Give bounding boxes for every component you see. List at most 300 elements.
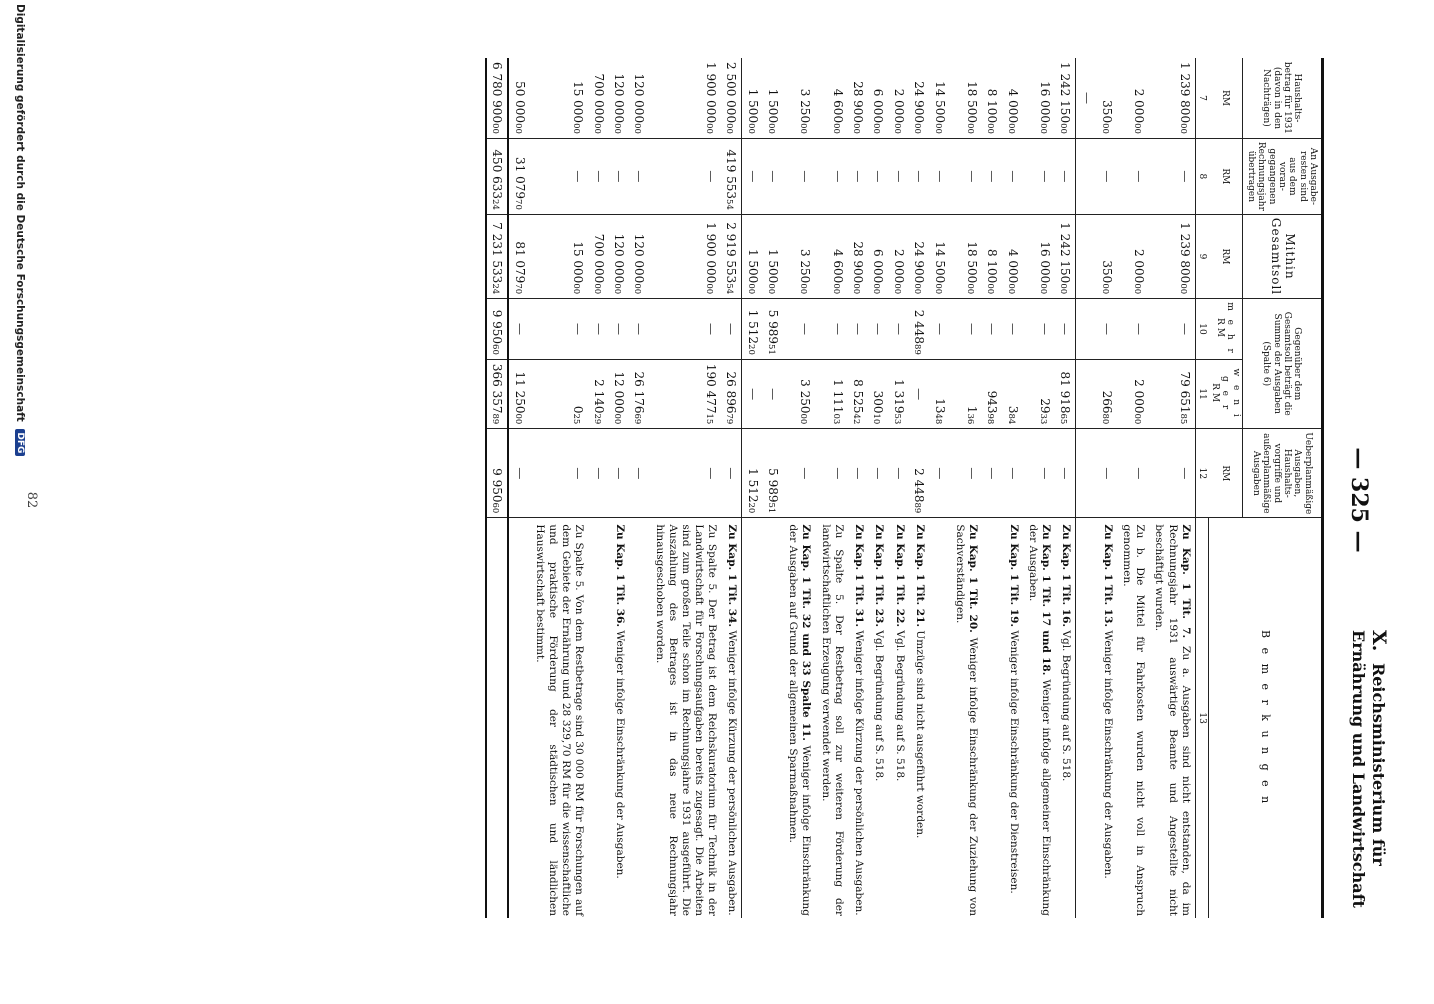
unit-col-7: RM	[1209, 58, 1243, 138]
remark-cell	[629, 518, 649, 918]
remark-text: Weniger infolge Einschränkung der Ausgaben.	[1102, 630, 1115, 879]
amount-cents: 00	[1058, 283, 1069, 295]
dash-mark: —	[1037, 467, 1052, 480]
dash-mark: —	[851, 170, 866, 183]
amount: 3 250	[798, 379, 813, 414]
table-row	[815, 58, 847, 918]
cell-c9	[888, 214, 908, 298]
cell-c9	[868, 214, 888, 298]
table-row	[1076, 58, 1097, 918]
remark-cell	[783, 518, 815, 918]
amount-cents: 20	[745, 344, 756, 355]
amount-cents: 00	[871, 123, 882, 134]
remark-cell	[1002, 518, 1022, 918]
remark-text: Zu Spalte 5. Der Betrag ist dem Reichskuratorium für Technik in der Landwirtschaft für Forschungsaufgaben bereits zugesagt. Die Arbeiten sind zum großen Teile schon im Rechnungsjahre 1931 ausgeführt. Die Auszahlung des Betrages ist in das neue Rechnungsjahr hinausgeschoben worden.	[653, 524, 719, 916]
chapter-roman: X.	[1368, 630, 1390, 652]
remark-lead: Zu Kap. 1 Tit. 22.	[893, 524, 906, 628]
amount: 6 780 900	[490, 62, 505, 124]
cell-c11	[1023, 359, 1055, 428]
table-row	[1117, 58, 1149, 918]
amount: 6 000	[871, 248, 886, 284]
cell-c10	[848, 299, 868, 360]
amount-cents: 00	[745, 123, 756, 134]
amount-cents: 00	[591, 283, 602, 295]
dash-mark: —	[798, 170, 813, 183]
dash-mark: —	[912, 388, 927, 401]
remark-lead: Zu Kap. 1 Tit. 16.	[1060, 524, 1073, 628]
dash-mark: —	[891, 323, 906, 335]
table-row	[950, 58, 982, 918]
remark-text: Weniger infolge Einschränkung der Dienstreisen.	[1007, 630, 1020, 894]
cell-c10	[649, 299, 721, 360]
cell-c7	[508, 58, 529, 138]
cell-c9	[1117, 214, 1149, 298]
dash-mark: —	[985, 323, 1000, 335]
chapter-name: Reichsministerium für Ernährung und Landwirtschaft	[1349, 630, 1388, 908]
cell-c8	[588, 138, 608, 214]
remark-text: Weniger infolge allgemeiner Einschränkung der Ausgaben.	[1026, 524, 1052, 917]
amount-cents: 00	[891, 283, 902, 295]
cell-c11	[1076, 359, 1097, 428]
cell-c7	[1023, 58, 1055, 138]
amount-cents: 00	[571, 283, 582, 295]
dash-mark: —	[766, 388, 781, 401]
cell-c10	[508, 299, 529, 360]
cell-c11	[848, 359, 868, 428]
cell-c12	[909, 429, 929, 518]
cell-c8	[609, 138, 629, 214]
table-row	[763, 58, 783, 918]
amount-cents: 48	[932, 413, 943, 425]
dash-mark: —	[766, 170, 781, 183]
amount: 24 900	[912, 241, 927, 284]
amount: 120 000	[612, 233, 626, 284]
cell-c8	[1002, 138, 1022, 214]
table-row	[609, 58, 629, 918]
total-c12	[486, 429, 508, 518]
amount: 1 239 800	[1177, 62, 1192, 124]
dash-mark: —	[632, 323, 647, 335]
amount-cents: 00	[704, 283, 715, 295]
cell-c10	[742, 299, 763, 360]
remark-text: Umzüge sind nicht ausgeführt worden.	[914, 630, 927, 839]
table-row	[530, 58, 589, 918]
table-row	[909, 58, 929, 918]
cell-c8	[868, 138, 888, 214]
header-col-7: Haushalts- betrag für 1931 (davon in den Nachträgen)	[1242, 58, 1322, 138]
amount-cents: 00	[1100, 123, 1111, 134]
cell-c11	[888, 359, 908, 428]
amount: 2 000	[1132, 379, 1147, 414]
remark-cell	[929, 518, 949, 918]
header-col-11	[1209, 359, 1243, 428]
amount-cents: 00	[1177, 123, 1188, 134]
cell-c8	[929, 138, 949, 214]
amount: 450 633	[490, 149, 505, 200]
amount-cents: 24	[490, 199, 501, 210]
amount: 1 111	[830, 379, 845, 414]
cell-c7	[1097, 58, 1117, 138]
amount-cents: 24	[490, 283, 501, 295]
dash-mark: —	[612, 323, 626, 335]
colnum-8: 8	[1195, 138, 1208, 214]
dash-mark: —	[830, 467, 845, 480]
dash-mark: —	[1058, 323, 1073, 335]
amount: 2 919 553	[724, 222, 739, 284]
amount-cents: 85	[1177, 413, 1188, 425]
cell-c9	[1023, 214, 1055, 298]
cell-c12	[1023, 429, 1055, 518]
cell-c10	[1002, 299, 1022, 360]
dash-mark: —	[632, 467, 647, 480]
amount-cents: 00	[724, 123, 735, 134]
amount: 14 500	[932, 241, 947, 284]
amount: 1 512	[745, 309, 760, 345]
amount-cents: 00	[1037, 283, 1048, 295]
dash-mark: —	[798, 467, 813, 480]
unit-col-12: RM	[1209, 429, 1243, 518]
cell-c11	[815, 359, 847, 428]
dash-mark: —	[591, 467, 606, 480]
table-row	[588, 58, 608, 918]
cell-c7	[909, 58, 929, 138]
table-row	[721, 58, 742, 918]
cell-c12	[848, 429, 868, 518]
amount: 14 500	[932, 81, 947, 124]
remark-cell	[763, 518, 783, 918]
amount-cents: 42	[851, 413, 862, 425]
table-row	[783, 58, 815, 918]
cell-c8	[909, 138, 929, 214]
cell-c9	[909, 214, 929, 298]
amount: 2 448	[912, 309, 927, 345]
cell-c11	[950, 359, 982, 428]
amount: 4 600	[830, 248, 845, 284]
total-c11	[486, 359, 508, 428]
cell-c11	[1149, 359, 1195, 428]
chapter-title	[1349, 630, 1389, 960]
cell-c12	[982, 429, 1002, 518]
remark-cell	[1023, 518, 1055, 918]
cell-c11	[649, 359, 721, 428]
amount: 2 000	[1132, 248, 1147, 284]
remark-cell	[530, 518, 589, 918]
total-row	[486, 58, 508, 918]
dash-mark: —	[830, 323, 845, 335]
remark-text: Zu a. Ausgaben sind nicht entstanden, da im Rechnungsjahr 1931 auswärtige Beamte und Angestellte nicht beschäftigt wurden.	[1153, 524, 1192, 916]
cell-c11	[1117, 359, 1149, 428]
dash-mark: —	[1058, 467, 1073, 480]
amount-cents: 00	[490, 123, 501, 134]
cell-c10	[929, 299, 949, 360]
amount-cents: 84	[1005, 413, 1016, 425]
cell-c9	[815, 214, 847, 298]
table-row	[1023, 58, 1055, 918]
cell-c11	[530, 359, 589, 428]
colnum-9: 9	[1195, 214, 1208, 298]
cell-c9	[530, 214, 589, 298]
amount: 24 900	[912, 81, 927, 124]
cell-c11	[783, 359, 815, 428]
cell-c10	[1149, 299, 1195, 360]
amount: 5 989	[766, 309, 781, 345]
cell-c12	[721, 429, 742, 518]
amount: 120 000	[632, 233, 647, 284]
remark-cell	[950, 518, 982, 918]
dash-mark: —	[1132, 323, 1147, 335]
amount: 8 100	[985, 88, 1000, 124]
amount: 26 896	[724, 371, 739, 414]
dash-mark: —	[798, 323, 813, 335]
amount-cents: 00	[591, 123, 602, 134]
header-col-8: An Ausgabe- resten sind aus dem voran- gegangenen Rechnungsjahr übertragen	[1242, 138, 1322, 214]
dash-mark: —	[1100, 323, 1115, 335]
amount-cents: 00	[851, 283, 862, 295]
cell-c12	[508, 429, 529, 518]
dash-mark: —	[591, 170, 606, 183]
dash-mark: —	[1037, 323, 1052, 335]
amount-cents: 00	[1132, 123, 1143, 134]
amount: 3 250	[798, 88, 813, 124]
dash-mark: —	[1132, 170, 1147, 183]
dash-mark: —	[851, 467, 866, 480]
remark-lead: Zu Kap. 1 Tit. 20.	[966, 524, 979, 633]
remark-cell	[982, 518, 1002, 918]
cell-c10	[588, 299, 608, 360]
amount-cents: 89	[912, 344, 923, 355]
amount: 3	[1005, 405, 1020, 414]
cell-c7	[763, 58, 783, 138]
cell-c8	[815, 138, 847, 214]
dash-mark: —	[932, 467, 947, 480]
amount-cents: 00	[632, 123, 643, 134]
table-row	[742, 58, 763, 918]
dash-mark: —	[985, 467, 1000, 480]
amount: 1 242 150	[1058, 62, 1073, 124]
cell-c8	[1023, 138, 1055, 214]
amount-cents: 10	[871, 413, 882, 425]
cell-c10	[609, 299, 629, 360]
amount: 1 512	[745, 468, 760, 503]
amount: 0	[571, 405, 586, 414]
amount-cents: 79	[724, 413, 735, 425]
cell-c8	[742, 138, 763, 214]
header-col-13: B e m e r k u n g e n	[1209, 518, 1323, 918]
amount: 7 231 533	[490, 222, 505, 284]
remark-cell	[588, 518, 608, 918]
cell-c10	[1076, 299, 1097, 360]
amount-cents: 00	[612, 413, 622, 425]
cell-c7	[848, 58, 868, 138]
remark-cell	[815, 518, 847, 918]
cell-c12	[629, 429, 649, 518]
cell-c11	[609, 359, 629, 428]
cell-c12	[1076, 429, 1097, 518]
amount-cents: 00	[1132, 283, 1143, 295]
dash-mark: —	[964, 467, 979, 480]
remark-lead: Zu Kap. 1 Tit. 34.	[726, 524, 739, 628]
cell-c9	[929, 214, 949, 298]
amount: 29	[1037, 398, 1052, 414]
cell-c11	[868, 359, 888, 428]
cell-c8	[848, 138, 868, 214]
cell-c8	[950, 138, 982, 214]
amount: 190 477	[704, 363, 719, 414]
cell-c12	[929, 429, 949, 518]
remark-cell	[508, 518, 529, 918]
amount-cents: 00	[964, 123, 975, 134]
amount-cents: 98	[985, 413, 996, 425]
cell-c9	[649, 214, 721, 298]
amount: 28 900	[851, 81, 866, 124]
amount-cents: 00	[830, 123, 841, 134]
remark-cell	[848, 518, 868, 918]
remark-cell	[1055, 518, 1076, 918]
cell-c10	[783, 299, 815, 360]
amount-cents: 00	[745, 283, 756, 295]
cell-c12	[763, 429, 783, 518]
amount-cents: 65	[1058, 413, 1069, 425]
amount-cents: 00	[932, 283, 943, 295]
remark-cell	[909, 518, 929, 918]
cell-c10	[982, 299, 1002, 360]
dash-mark: —	[1037, 170, 1052, 183]
cell-c9	[982, 214, 1002, 298]
amount: 1 500	[745, 88, 760, 124]
amount-cents: 00	[871, 283, 882, 295]
amount: 1 900 000	[704, 62, 719, 124]
amount-cents: 00	[851, 123, 862, 134]
cell-c11	[742, 359, 763, 428]
cell-c12	[783, 429, 815, 518]
cell-c7	[1117, 58, 1149, 138]
dash-mark: —	[871, 323, 886, 335]
cell-c7	[742, 58, 763, 138]
dash-mark: —	[851, 323, 866, 335]
cell-c12	[742, 429, 763, 518]
amount-cents: 00	[932, 123, 943, 134]
amount: 13	[932, 398, 947, 414]
amount-cents: 00	[964, 283, 975, 295]
budget-table	[485, 58, 1324, 918]
dash-mark: —	[612, 170, 626, 183]
table-row	[1097, 58, 1117, 918]
amount: 9 950	[490, 468, 505, 503]
cell-c10	[909, 299, 929, 360]
cell-c9	[1055, 214, 1076, 298]
amount: 18 500	[964, 241, 979, 284]
dash-mark: —	[1132, 467, 1147, 480]
dash-mark: —	[912, 170, 927, 183]
amount: 31 079	[512, 157, 527, 200]
cell-c10	[530, 299, 589, 360]
cell-c9	[1097, 214, 1117, 298]
remark-lead: Zu Kap. 1 Tit. 32 und 33 Spalte 11.	[800, 524, 813, 741]
cell-c11	[1097, 359, 1117, 428]
dash-mark: —	[571, 323, 586, 335]
dash-mark: —	[512, 467, 527, 480]
cell-c9	[783, 214, 815, 298]
amount: 1 900 000	[704, 222, 719, 284]
remark-text: Zu Spalte 5. Der Restbetrag soll zur weiteren Förderung der landwirtschaftlichen Erzeugung verwendet werden.	[819, 524, 845, 916]
remark-text: Vgl. Begründung auf S. 518.	[1060, 630, 1073, 782]
dash-mark: —	[871, 170, 886, 183]
cell-c9	[609, 214, 629, 298]
cell-c7	[868, 58, 888, 138]
amount-cents: 00	[1058, 123, 1069, 134]
remark-text: Weniger infolge Kürzung der persönlichen Ausgaben.	[853, 630, 866, 916]
dash-mark: —	[871, 467, 886, 480]
cell-c12	[1002, 429, 1022, 518]
dash-mark: —	[964, 170, 979, 183]
dash-mark: —	[1177, 467, 1192, 480]
unit-col-11: RM	[1209, 383, 1220, 406]
amount-cents: 54	[724, 283, 735, 295]
amount-cents: 00	[1005, 123, 1016, 134]
cell-c10	[629, 299, 649, 360]
amount-cents: 20	[745, 502, 756, 514]
remark-cell	[609, 518, 629, 918]
remark-text: Weniger infolge Einschränkung der Zuziehung von Sachverständigen.	[953, 524, 979, 916]
amount: 11 250	[512, 371, 527, 414]
table-row	[1055, 58, 1076, 918]
cell-c7	[1076, 58, 1097, 138]
dash-mark: —	[571, 467, 586, 480]
colnum-11: 11	[1195, 359, 1208, 428]
dash-mark: —	[891, 467, 906, 480]
cell-c10	[1097, 299, 1117, 360]
cell-c7	[1002, 58, 1022, 138]
cell-c9	[950, 214, 982, 298]
dash-mark: —	[632, 170, 647, 183]
cell-c8	[763, 138, 783, 214]
cell-c9	[629, 214, 649, 298]
amount: 1 319	[891, 379, 906, 414]
cell-c12	[1097, 429, 1117, 518]
page-number: — 325 —	[1346, 447, 1372, 553]
amount: 18 500	[964, 81, 979, 124]
cell-c8	[982, 138, 1002, 214]
amount-cents: 00	[766, 123, 777, 134]
amount: 79 651	[1177, 371, 1192, 414]
cell-c8	[783, 138, 815, 214]
cell-c7	[1055, 58, 1076, 138]
cell-c11	[929, 359, 949, 428]
remark-lead: Zu Kap. 1 Tit. 17 und 18.	[1039, 524, 1052, 676]
amount-cents: 00	[1100, 283, 1111, 295]
unit-col-8: RM	[1209, 138, 1243, 214]
remark-lead: Zu Kap. 1 Tit. 36.	[614, 524, 626, 628]
amount-cents: 00	[612, 123, 622, 134]
amount: 50 000	[512, 81, 527, 124]
dash-mark: —	[704, 323, 719, 335]
cell-c8	[1149, 138, 1195, 214]
cell-c9	[1149, 214, 1195, 298]
amount-cents: 00	[798, 413, 809, 425]
amount: 16 000	[1037, 81, 1052, 124]
dash-mark: —	[724, 467, 739, 480]
dash-mark: —	[985, 170, 1000, 183]
cell-c8	[649, 138, 721, 214]
remark-lead: Zu Kap. 1 Tit. 23.	[873, 524, 886, 628]
dash-mark: —	[1005, 467, 1020, 480]
cell-c11	[588, 359, 608, 428]
amount-cents: 69	[632, 413, 643, 425]
cell-c7	[929, 58, 949, 138]
cell-c8	[1117, 138, 1149, 214]
amount-cents: 00	[798, 283, 809, 295]
amount-cents: 00	[985, 123, 996, 134]
